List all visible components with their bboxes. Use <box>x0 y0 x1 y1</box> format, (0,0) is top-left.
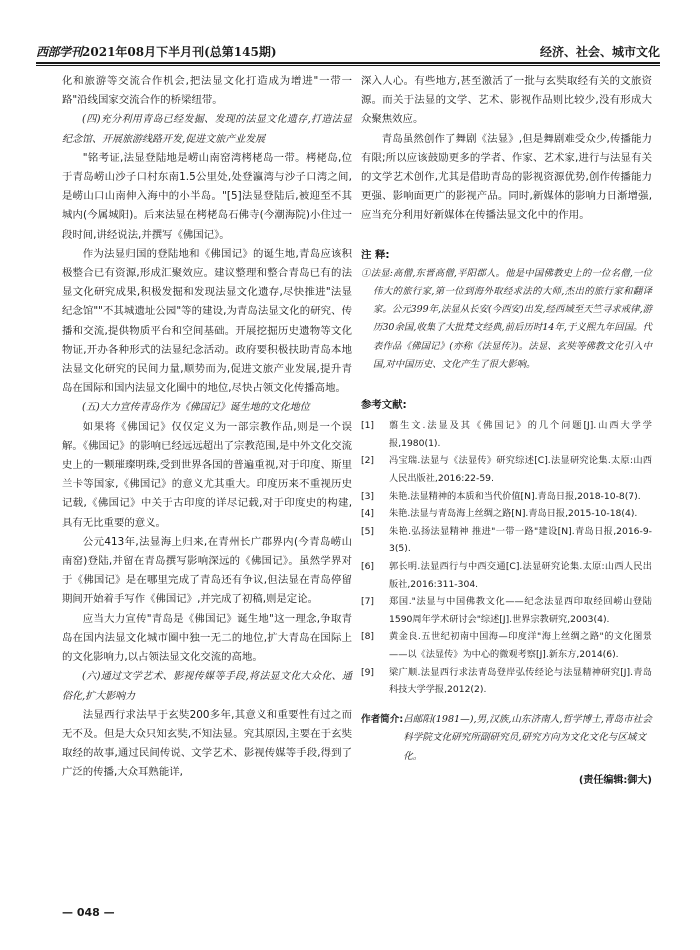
header-rule-thin <box>36 65 660 66</box>
reference-text: 冯宝瑞.法显与《法显传》研究综述[C].法显研究论集.太原:山西人民出版社,2016:22-59. <box>389 455 652 485</box>
reference-number: [6] <box>361 561 375 572</box>
paragraph: 深入人心。有些地方,甚至激活了一批与玄奘取经有关的文旅资源。而关于法显的文学、艺术、影视作品则比较少,没有形成大众聚焦效应。 <box>361 75 652 126</box>
paragraph: 法显西行求法早于玄奘200多年,其意义和重要性有过之而无不及。但是大众只知玄奘,不知法显。究其原因,主要在于玄奘取经的故事,通过民间传说、文学艺术、影视传媒等手段,得到了广泛的传播,大众耳熟能详, <box>62 708 352 779</box>
reference-number: [7] <box>361 596 375 608</box>
references-list <box>361 417 652 699</box>
reference-text: 翦生文.法显及其《佛国记》的几个问题[J].山西大学学报,1980(1). <box>389 420 652 449</box>
reference-item <box>361 505 652 523</box>
reference-item <box>361 664 652 699</box>
right-column <box>361 72 652 790</box>
footnote: ①法显:高僧,东晋高僧,平阳郡人。他是中国佛教史上的一位名僧,一位伟大的旅行家,第一位到海外取经求法的大师,杰出的旅行家和翻译家。公元399年,法显从长安(今西安)出发,经西域至天竺寻求戒律,游历30余国,收集了大批梵文经典,前后历时14年,于义熙九年回国。代表作品《佛国记》(亦称《法显传》)。法显、玄奘等佛教文化引入中国,对中国历史、文化产生了很大影响。 <box>361 267 652 370</box>
paragraph: 青岛虽然创作了舞剧《法显》,但是舞剧难受众少,传播能力有限;所以应该鼓励更多的学者、作家、艺术家,进行与法显有关的文学艺术创作,尤其是借助青岛的影视资源优势,创作传播能力更强、影响面更广的影视产品。同时,新媒体的影响力日渐增强,应当充分利用好新媒体在传播法显文化中的作用。 <box>361 132 652 222</box>
reference-item <box>361 417 652 452</box>
subsection-heading: (四)充分利用青岛已经发掘、发现的法显文化遗存,打造法显纪念馆、开展旅游线路开发,促进文旅产业发展 <box>62 114 352 145</box>
reference-number: [5] <box>361 525 375 537</box>
reference-text: 朱艳.弘扬法显精神 推进"一带一路"建设[N].青岛日报,2016-9-3(5). <box>389 525 652 555</box>
reference-text: 郑国."法显与中国佛教文化——纪念法显西印取经回崂山登陆1590周年学术研讨会"综述[J].世界宗教研究,2003(4). <box>389 596 652 625</box>
reference-number: [1] <box>361 420 375 432</box>
issue-info: 2021年08月下半月刊(总第145期) <box>82 45 277 59</box>
reference-item <box>361 628 652 663</box>
reference-number: [2] <box>361 455 375 467</box>
paragraph: 公元413年,法显海上归来,在青州长广郡界内(今青岛崂山南窑)登陆,并留在青岛撰写影响深远的《佛国记》。虽然学界对于《佛国记》是在哪里完成了青岛还有争议,但法显在青岛停留期间开始着手写作《佛国记》,并完成了初稿,则是定论。 <box>62 535 352 606</box>
author-bio <box>361 711 652 767</box>
reference-text: 梁广顺.法显西行求法青岛登岸弘传经论与法显精神研究[J].青岛科技大学学报,2012(2). <box>389 666 652 696</box>
author-bio-text: 吕邮阳(1981—),男,汉族,山东济南人,哲学博士,青岛市社会科学院文化研究所副研究员,研究方向为文化文化与区域文化。 <box>403 713 652 762</box>
journal-logo: 西部学刊 <box>36 45 83 59</box>
left-column <box>62 72 352 783</box>
reference-item <box>361 523 652 558</box>
paragraph: 化和旅游等交流合作机会,把法显文化打造成为增进"一带一路"沿线国家交流合作的桥梁纽带。 <box>62 75 352 107</box>
header-rule <box>36 62 660 64</box>
subsection-heading: (五)大力宣传青岛作为《佛国记》诞生地的文化地位 <box>82 402 310 414</box>
responsible-editor: (责任编辑:御大) <box>578 774 652 786</box>
reference-item <box>361 558 652 593</box>
paragraph: 如果将《佛国记》仅仅定义为一部宗教作品,则是一个误解。《佛国记》的影响已经远远超出了宗教范围,是中外文化交流史上的一颗璀璨明珠,受到世界各国的普遍重视,对于印度、斯里兰卡等国家,《佛国记》的意义尤其重大。印度历来不重视历史记载,《佛国记》中关于古印度的详尽记载,对于印度史的构建,具有无比重要的意义。 <box>62 420 352 529</box>
reference-text: 朱艳.法显与青岛海上丝绸之路[N].青岛日报,2015-10-18(4). <box>389 508 638 520</box>
paragraph: "铭考证,法显登陆地是崂山南窑湾栲栳岛一带。栲栳岛,位于青岛崂山沙子口村东南1.5公里处,处登瀛湾与沙子口湾之间,是崂山口山南伸入海中的小半岛。"[5]法显登陆后,被迎至不其城内(今属城阳)。后来法显在栲栳岛石佛寺(今潮海院)小住过一段时间,讲经说法,并撰写《佛国记》。 <box>62 151 352 241</box>
references-heading: 参考文献: <box>361 399 407 412</box>
subsection-heading: (六)通过文学艺术、影视传媒等手段,将法显文化大众化、通俗化,扩大影响力 <box>62 671 352 702</box>
paragraph: 应当大力宣传"青岛是《佛国记》诞生地"这一理念,争取青岛在国内法显文化城市圈中独一无二的地位,扩大青岛在国际上的文化影响力,以占领法显文化交流的高地。 <box>62 612 352 664</box>
reference-number: [8] <box>361 631 375 643</box>
reference-number: [4] <box>361 508 375 520</box>
reference-item <box>361 488 652 506</box>
notes-heading: 注 释: <box>361 248 390 261</box>
reference-number: [9] <box>361 666 375 678</box>
page-number: — 048 — <box>62 906 115 919</box>
reference-text: 郭长明.法显西行与中西交通[C].法显研究论集.太原:山西人民出版社,2016:311-304. <box>389 561 652 590</box>
reference-item <box>361 452 652 487</box>
reference-item <box>361 593 652 628</box>
section-title: 经济、社会、城市文化 <box>539 45 660 59</box>
journal-masthead <box>36 43 277 60</box>
reference-number: [3] <box>361 490 375 502</box>
reference-text: 朱艳.法显精神的本质和当代价值[N].青岛日报,2018-10-8(7). <box>389 490 641 502</box>
reference-text: 黄金良.五世纪初南中国海—印度洋"海上丝绸之路"的文化图景——以《法显传》为中心的微观考察[J].新东方,2014(6). <box>389 631 652 660</box>
page-header <box>36 42 660 62</box>
paragraph: 作为法显归国的登陆地和《佛国记》的诞生地,青岛应该积极整合已有资源,形成汇聚效应。建议整理和整合青岛已有的法显文化研究成果,积极发掘和发现法显文化遗存,尽快推进"法显纪念馆""不其城遗址公园"等的建设,为青岛法显文化的研究、传播和交流,提供物质平台和空间基础。开展挖掘历史遗物等文化物证,开办各种形式的法显纪念活动。政府要积极扶助青岛本地法显文化研究的民间力量,顺势而为,促进文旅产业发展,提升青岛在国际和国内法显文化圈中的地位,尽快占领文化传播高地。 <box>62 247 352 395</box>
author-bio-label: 作者简介: <box>361 713 404 725</box>
